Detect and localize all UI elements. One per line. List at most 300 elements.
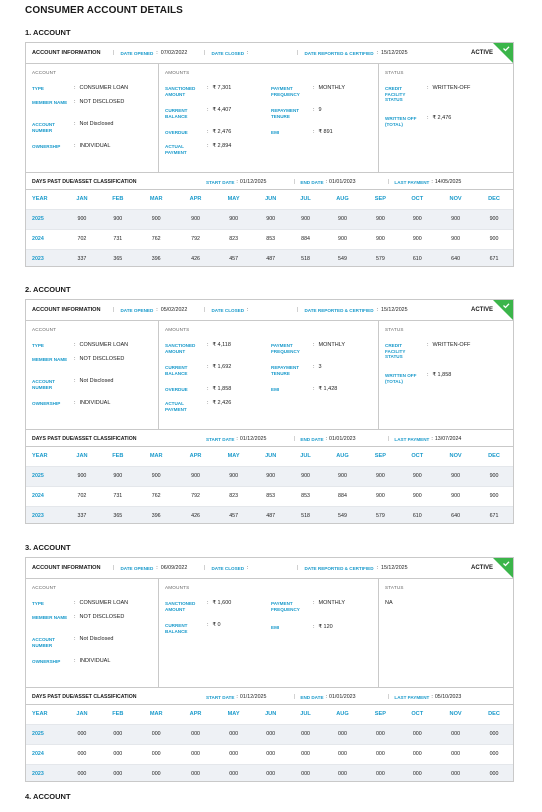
active-check-icon <box>493 300 513 320</box>
credit-facility-status-field <box>385 343 470 360</box>
dpd-value-cell: 549 <box>323 506 363 524</box>
dpd-col-header: MAR <box>136 447 177 466</box>
dpd-col-header: APR <box>177 190 215 209</box>
sanctioned-amount-field-label: SANCTIONED AMOUNT <box>165 601 196 612</box>
dpd-value-cell: 426 <box>177 249 215 267</box>
dpd-value-cell: 640 <box>436 249 475 267</box>
written-off-total-field <box>385 116 451 127</box>
dpd-col-header: YEAR <box>26 190 64 209</box>
status-value <box>385 601 393 607</box>
account-info-title: ACCOUNT INFORMATION <box>32 50 101 56</box>
ownership-field-value: INDIVIDUAL <box>79 143 111 149</box>
dpd-end-date-colon: : <box>325 436 328 442</box>
dpd-value-cell: 487 <box>253 506 289 524</box>
account-number-field-label: ACCOUNT NUMBER <box>32 379 55 390</box>
divider: | <box>297 565 299 571</box>
payment-frequency-field-value: MONTHLY <box>318 85 346 91</box>
repayment-tenure-field-label: REPAYMENT TENURE <box>271 108 300 119</box>
dpd-value-cell: 900 <box>362 466 398 486</box>
sanctioned-amount-field <box>165 343 231 354</box>
dpd-value-cell: 000 <box>100 744 136 764</box>
payment-frequency-field-label: PAYMENT FREQUENCY <box>271 86 300 97</box>
dpd-start-date <box>206 436 266 442</box>
ownership-field-colon: : <box>74 658 76 664</box>
account-number-field-colon: : <box>74 378 76 384</box>
date-closed <box>201 307 252 313</box>
date-closed <box>201 50 252 56</box>
account-number-field <box>32 637 113 648</box>
dpd-start-date-colon: : <box>236 436 238 442</box>
dpd-value-cell: 579 <box>362 249 398 267</box>
dpd-col-header: JUN <box>253 705 289 724</box>
ownership-field-label: OWNERSHIP <box>32 401 61 406</box>
current-balance-field-colon: : <box>207 622 209 628</box>
dpd-table-row <box>26 249 513 267</box>
dpd-value-cell: 884 <box>289 229 323 249</box>
member-name-field-colon: : <box>74 99 76 105</box>
written-off-total-field-colon: : <box>427 115 429 121</box>
dpd-value-cell: 000 <box>64 724 100 744</box>
dpd-year-cell: 2023 <box>26 764 64 782</box>
status-section <box>379 64 514 172</box>
dpd-value-cell: 900 <box>64 466 100 486</box>
account-section <box>26 579 159 687</box>
payment-frequency-field-value: MONTHLY <box>318 600 346 606</box>
dpd-end-date-value: 01/01/2023 <box>329 179 356 185</box>
dpd-table-header-row <box>26 447 513 466</box>
active-check-icon <box>493 558 513 578</box>
emi-field-colon: : <box>313 129 315 135</box>
dpd-value-cell: 762 <box>136 229 177 249</box>
dpd-value-cell: 000 <box>253 764 289 782</box>
dpd-value-cell: 000 <box>289 744 323 764</box>
payment-frequency-field-colon: : <box>313 85 315 91</box>
payment-frequency-field-colon: : <box>313 600 315 606</box>
emi-field-value: ₹ 1,428 <box>318 386 338 392</box>
dpd-col-header: SEP <box>362 705 398 724</box>
divider: | <box>113 50 115 56</box>
dpd-value-cell: 900 <box>475 209 513 229</box>
current-balance-field-label: CURRENT BALANCE <box>165 365 188 376</box>
emi-field-value: ₹ 120 <box>318 624 333 630</box>
dpd-col-header: NOV <box>436 705 475 724</box>
type-field-value: CONSUMER LOAN <box>79 85 129 91</box>
type-field-value: CONSUMER LOAN <box>79 342 129 348</box>
dpd-value-cell: 900 <box>136 209 177 229</box>
dpd-value-cell: 000 <box>136 724 177 744</box>
payment-frequency-field-label: PAYMENT FREQUENCY <box>271 343 300 354</box>
account-details-sections <box>26 64 513 173</box>
dpd-value-cell: 900 <box>436 229 475 249</box>
type-field-label: TYPE <box>32 601 44 606</box>
dpd-value-cell: 900 <box>362 229 398 249</box>
account-heading-2: 2. ACCOUNT <box>25 285 71 294</box>
dpd-value-cell: 426 <box>177 506 215 524</box>
dpd-col-header: MAR <box>136 705 177 724</box>
amounts-section <box>159 64 379 172</box>
account-number-field <box>32 379 113 390</box>
credit-facility-status-field-label: CREDIT FACILITY STATUS <box>385 343 406 360</box>
dpd-value-cell: 000 <box>436 724 475 744</box>
dpd-value-cell: 731 <box>100 229 136 249</box>
dpd-year-cell: 2025 <box>26 209 64 229</box>
date-reported-colon: : <box>376 307 379 313</box>
type-field <box>32 601 128 607</box>
member-name-field-label: MEMBER NAME <box>32 615 68 620</box>
current-balance-field <box>165 623 221 634</box>
dpd-value-cell: 396 <box>136 506 177 524</box>
sanctioned-amount-field-label: SANCTIONED AMOUNT <box>165 86 196 97</box>
written-off-total-field-label: WRITTEN OFF (TOTAL) <box>385 373 417 384</box>
last-payment-colon: : <box>431 694 433 700</box>
dpd-value-cell: 000 <box>253 744 289 764</box>
dpd-year-cell: 2024 <box>26 229 64 249</box>
date-closed-label: DATE CLOSED <box>211 307 245 313</box>
dpd-value-cell: 000 <box>215 724 253 744</box>
dpd-col-header: MAR <box>136 190 177 209</box>
dpd-value-cell: 900 <box>215 209 253 229</box>
dpd-start-date-label: START DATE <box>206 179 235 185</box>
credit-facility-status-field-colon: : <box>427 85 429 91</box>
dpd-value-cell: 000 <box>475 744 513 764</box>
date-opened-label: DATE OPENED <box>120 307 154 313</box>
status-badge: ACTIVE <box>470 50 493 56</box>
dpd-value-cell: 000 <box>64 764 100 782</box>
dpd-value-cell: 900 <box>253 209 289 229</box>
emi-field-value: ₹ 891 <box>318 129 333 135</box>
dpd-start-date-label: START DATE <box>206 694 235 700</box>
dpd-value-cell: 000 <box>177 724 215 744</box>
dpd-value-cell: 640 <box>436 506 475 524</box>
type-field <box>32 86 128 92</box>
actual-payment-field-label: ACTUAL PAYMENT <box>165 401 187 412</box>
status-section-title: STATUS <box>385 327 404 332</box>
dpd-value-cell: 823 <box>215 486 253 506</box>
account-number-field <box>32 122 113 133</box>
dpd-end-date-colon: : <box>325 179 328 185</box>
dpd-value-cell: 900 <box>100 466 136 486</box>
dpd-col-header: SEP <box>362 447 398 466</box>
dpd-value-cell: 900 <box>398 486 436 506</box>
amounts-section-title: AMOUNTS <box>165 70 190 75</box>
divider: | <box>297 50 299 56</box>
overdue-field-label: OVERDUE <box>165 387 188 392</box>
dpd-end-date-label: END DATE <box>300 694 324 700</box>
dpd-table <box>26 705 513 782</box>
dpd-table-row <box>26 486 513 506</box>
dpd-start-date-label: START DATE <box>206 436 235 442</box>
dpd-col-header: APR <box>177 447 215 466</box>
credit-facility-status-field-value: WRITTEN-OFF <box>432 85 471 91</box>
divider: | <box>113 565 115 571</box>
divider: | <box>388 694 390 700</box>
account-number-field-colon: : <box>74 636 76 642</box>
page-title: CONSUMER ACCOUNT DETAILS <box>25 5 183 16</box>
written-off-total-field-value: ₹ 2,476 <box>432 115 452 121</box>
repayment-tenure-field-colon: : <box>313 364 315 370</box>
sanctioned-amount-field <box>165 86 231 97</box>
dpd-end-date <box>294 694 356 700</box>
date-reported-label: DATE REPORTED & CERTIFIED <box>304 565 374 571</box>
member-name-field <box>32 100 124 106</box>
overdue-field-value: ₹ 2,476 <box>212 129 232 135</box>
account-number-field-colon: : <box>74 121 76 127</box>
account-number-field-label: ACCOUNT NUMBER <box>32 637 55 648</box>
member-name-field-label: MEMBER NAME <box>32 357 68 362</box>
current-balance-field-colon: : <box>207 364 209 370</box>
dpd-value-cell: 792 <box>177 229 215 249</box>
dpd-value-cell: 396 <box>136 249 177 267</box>
dpd-value-cell: 000 <box>362 764 398 782</box>
dpd-title: DAYS PAST DUE/ASSET CLASSIFICATION <box>32 694 137 700</box>
dpd-col-header: FEB <box>100 705 136 724</box>
divider: | <box>204 565 206 571</box>
status-badge: ACTIVE <box>470 565 493 571</box>
ownership-field <box>32 401 110 407</box>
date-opened-label: DATE OPENED <box>120 565 154 571</box>
written-off-total-field-colon: : <box>427 372 429 378</box>
date-closed-colon: : <box>247 307 249 313</box>
date-reported-value: 15/12/2025 <box>381 307 408 313</box>
member-name-field <box>32 615 124 621</box>
dpd-value-cell: 000 <box>215 744 253 764</box>
dpd-col-header: DEC <box>475 190 513 209</box>
account-card <box>25 42 514 267</box>
dpd-value-cell: 853 <box>289 486 323 506</box>
dpd-end-date-label: END DATE <box>300 179 324 185</box>
member-name-field-value: NOT DISCLOSED <box>79 356 125 362</box>
date-reported-colon: : <box>376 50 379 56</box>
dpd-value-cell: 365 <box>100 506 136 524</box>
account-section <box>26 321 159 429</box>
dpd-value-cell: 000 <box>253 724 289 744</box>
account-info-title: ACCOUNT INFORMATION <box>32 307 101 313</box>
dpd-col-header: JUN <box>253 190 289 209</box>
dpd-value-cell: 000 <box>475 764 513 782</box>
dpd-value-cell: 000 <box>362 724 398 744</box>
dpd-start-date-value: 01/12/2025 <box>239 436 267 442</box>
dpd-table-row <box>26 744 513 764</box>
account-details-sections <box>26 579 513 688</box>
type-field-colon: : <box>74 342 76 348</box>
dpd-end-date-value: 01/01/2023 <box>329 694 356 700</box>
overdue-field-colon: : <box>207 386 209 392</box>
date-opened-value: 05/02/2022 <box>160 307 188 313</box>
emi-field-label: EMI <box>271 387 280 392</box>
active-check-icon <box>493 43 513 63</box>
dpd-col-header: YEAR <box>26 705 64 724</box>
dpd-col-header: JAN <box>64 705 100 724</box>
divider: | <box>294 694 296 700</box>
dpd-col-header: FEB <box>100 190 136 209</box>
date-reported-value: 15/12/2025 <box>381 565 408 571</box>
dpd-year-cell: 2023 <box>26 249 64 267</box>
dpd-value-cell: 900 <box>253 466 289 486</box>
repayment-tenure-field-value: 3 <box>318 364 322 370</box>
dpd-value-cell: 900 <box>398 229 436 249</box>
dpd-col-header: APR <box>177 705 215 724</box>
dpd-value-cell: 579 <box>362 506 398 524</box>
payment-frequency-field <box>271 86 345 97</box>
dpd-value-cell: 000 <box>436 744 475 764</box>
dpd-value-cell: 900 <box>323 466 363 486</box>
dpd-value-cell: 671 <box>475 249 513 267</box>
dpd-value-cell: 900 <box>100 209 136 229</box>
dpd-start-date-value: 01/12/2025 <box>239 694 267 700</box>
dpd-value-cell: 823 <box>215 229 253 249</box>
dpd-value-cell: 487 <box>253 249 289 267</box>
sanctioned-amount-field <box>165 601 231 612</box>
account-info-bar <box>26 43 513 64</box>
type-field-colon: : <box>74 85 76 91</box>
date-reported-colon: : <box>376 565 379 571</box>
dpd-value-cell: 900 <box>475 466 513 486</box>
dpd-value-cell: 900 <box>177 466 215 486</box>
dpd-value-cell: 900 <box>323 209 363 229</box>
dpd-table-row <box>26 764 513 782</box>
type-field <box>32 343 128 349</box>
dpd-end-date-value: 01/01/2023 <box>329 436 356 442</box>
dpd-value-cell: 853 <box>253 229 289 249</box>
dpd-value-cell: 000 <box>289 724 323 744</box>
dpd-header <box>26 430 513 447</box>
dpd-value-cell: 000 <box>100 764 136 782</box>
dpd-col-header: OCT <box>398 447 436 466</box>
actual-payment-field-label: ACTUAL PAYMENT <box>165 144 187 155</box>
amounts-section <box>159 321 379 429</box>
sanctioned-amount-field-colon: : <box>207 85 209 91</box>
date-reported-value: 15/12/2025 <box>381 50 408 56</box>
date-opened <box>110 565 187 571</box>
dpd-table-row <box>26 724 513 744</box>
dpd-value-cell: 900 <box>398 209 436 229</box>
account-card <box>25 299 514 524</box>
date-closed <box>201 565 252 571</box>
date-reported-label: DATE REPORTED & CERTIFIED <box>304 50 374 56</box>
sanctioned-amount-field-colon: : <box>207 600 209 606</box>
dpd-value-cell: 000 <box>215 764 253 782</box>
repayment-tenure-field-label: REPAYMENT TENURE <box>271 365 300 376</box>
account-info-title: ACCOUNT INFORMATION <box>32 565 101 571</box>
dpd-col-header: DEC <box>475 447 513 466</box>
dpd-value-cell: 000 <box>398 764 436 782</box>
dpd-value-cell: 900 <box>177 209 215 229</box>
divider: | <box>388 436 390 442</box>
last-payment-label: LAST PAYMENT <box>394 694 430 700</box>
sanctioned-amount-field-label: SANCTIONED AMOUNT <box>165 343 196 354</box>
dpd-col-header: AUG <box>323 190 363 209</box>
ownership-field <box>32 659 110 665</box>
dpd-start-date <box>206 179 266 185</box>
dpd-table <box>26 447 513 524</box>
account-details-sections <box>26 321 513 430</box>
dpd-value-cell: 000 <box>398 744 436 764</box>
divider: | <box>297 307 299 313</box>
date-reported-label: DATE REPORTED & CERTIFIED <box>304 307 374 313</box>
dpd-col-header: AUG <box>323 705 363 724</box>
repayment-tenure-field-value: 9 <box>318 107 322 113</box>
dpd-col-header: DEC <box>475 705 513 724</box>
dpd-value-cell: 900 <box>323 229 363 249</box>
credit-facility-status-field <box>385 86 470 103</box>
written-off-total-field <box>385 373 451 384</box>
date-reported <box>294 565 408 571</box>
dpd-table-header-row <box>26 705 513 724</box>
dpd-col-header: OCT <box>398 190 436 209</box>
dpd-end-date <box>294 436 356 442</box>
last-payment <box>388 179 461 185</box>
dpd-table-row <box>26 506 513 524</box>
dpd-value-cell: 000 <box>398 724 436 744</box>
dpd-end-date-colon: : <box>325 694 328 700</box>
ownership-field-colon: : <box>74 400 76 406</box>
dpd-value-cell: 792 <box>177 486 215 506</box>
status-section <box>379 579 514 687</box>
status-section <box>379 321 514 429</box>
overdue-field-colon: : <box>207 129 209 135</box>
dpd-col-header: JAN <box>64 447 100 466</box>
dpd-value-cell: 518 <box>289 506 323 524</box>
dpd-value-cell: 853 <box>253 486 289 506</box>
current-balance-field-value: ₹ 1,692 <box>212 364 232 370</box>
sanctioned-amount-field-value: ₹ 1,600 <box>212 600 232 606</box>
dpd-table-header-row <box>26 190 513 209</box>
status-badge: ACTIVE <box>470 307 493 313</box>
account-section-title: ACCOUNT <box>32 585 57 590</box>
overdue-field <box>165 387 231 393</box>
dpd-value-cell: 549 <box>323 249 363 267</box>
dpd-col-header: FEB <box>100 447 136 466</box>
ownership-field-colon: : <box>74 143 76 149</box>
dpd-year-cell: 2024 <box>26 486 64 506</box>
amounts-section-title: AMOUNTS <box>165 585 190 590</box>
account-heading-4: 4. ACCOUNT <box>25 792 71 801</box>
date-reported <box>294 307 408 313</box>
divider: | <box>113 307 115 313</box>
actual-payment-field-colon: : <box>207 143 209 149</box>
last-payment <box>388 436 461 442</box>
dpd-value-cell: 457 <box>215 249 253 267</box>
dpd-value-cell: 702 <box>64 229 100 249</box>
divider: | <box>204 50 206 56</box>
dpd-header <box>26 173 513 190</box>
account-info-bar <box>26 558 513 579</box>
dpd-year-cell: 2025 <box>26 724 64 744</box>
dpd-value-cell: 000 <box>323 724 363 744</box>
status-section-title: STATUS <box>385 70 404 75</box>
dpd-value-cell: 900 <box>136 466 177 486</box>
dpd-value-cell: 000 <box>323 764 363 782</box>
date-closed-colon: : <box>247 50 249 56</box>
dpd-table-row <box>26 466 513 486</box>
sanctioned-amount-field-colon: : <box>207 342 209 348</box>
dpd-value-cell: 900 <box>436 466 475 486</box>
dpd-value-cell: 000 <box>323 744 363 764</box>
status-value-text: NA <box>385 600 393 606</box>
member-name-field-value: NOT DISCLOSED <box>79 99 125 105</box>
account-section-title: ACCOUNT <box>32 327 57 332</box>
ownership-field-label: OWNERSHIP <box>32 144 61 149</box>
credit-facility-status-field-colon: : <box>427 342 429 348</box>
dpd-value-cell: 000 <box>136 744 177 764</box>
actual-payment-field-colon: : <box>207 400 209 406</box>
dpd-col-header: OCT <box>398 705 436 724</box>
member-name-field-colon: : <box>74 356 76 362</box>
dpd-value-cell: 610 <box>398 506 436 524</box>
dpd-value-cell: 457 <box>215 506 253 524</box>
dpd-start-date-value: 01/12/2025 <box>239 179 267 185</box>
divider: | <box>294 179 296 185</box>
